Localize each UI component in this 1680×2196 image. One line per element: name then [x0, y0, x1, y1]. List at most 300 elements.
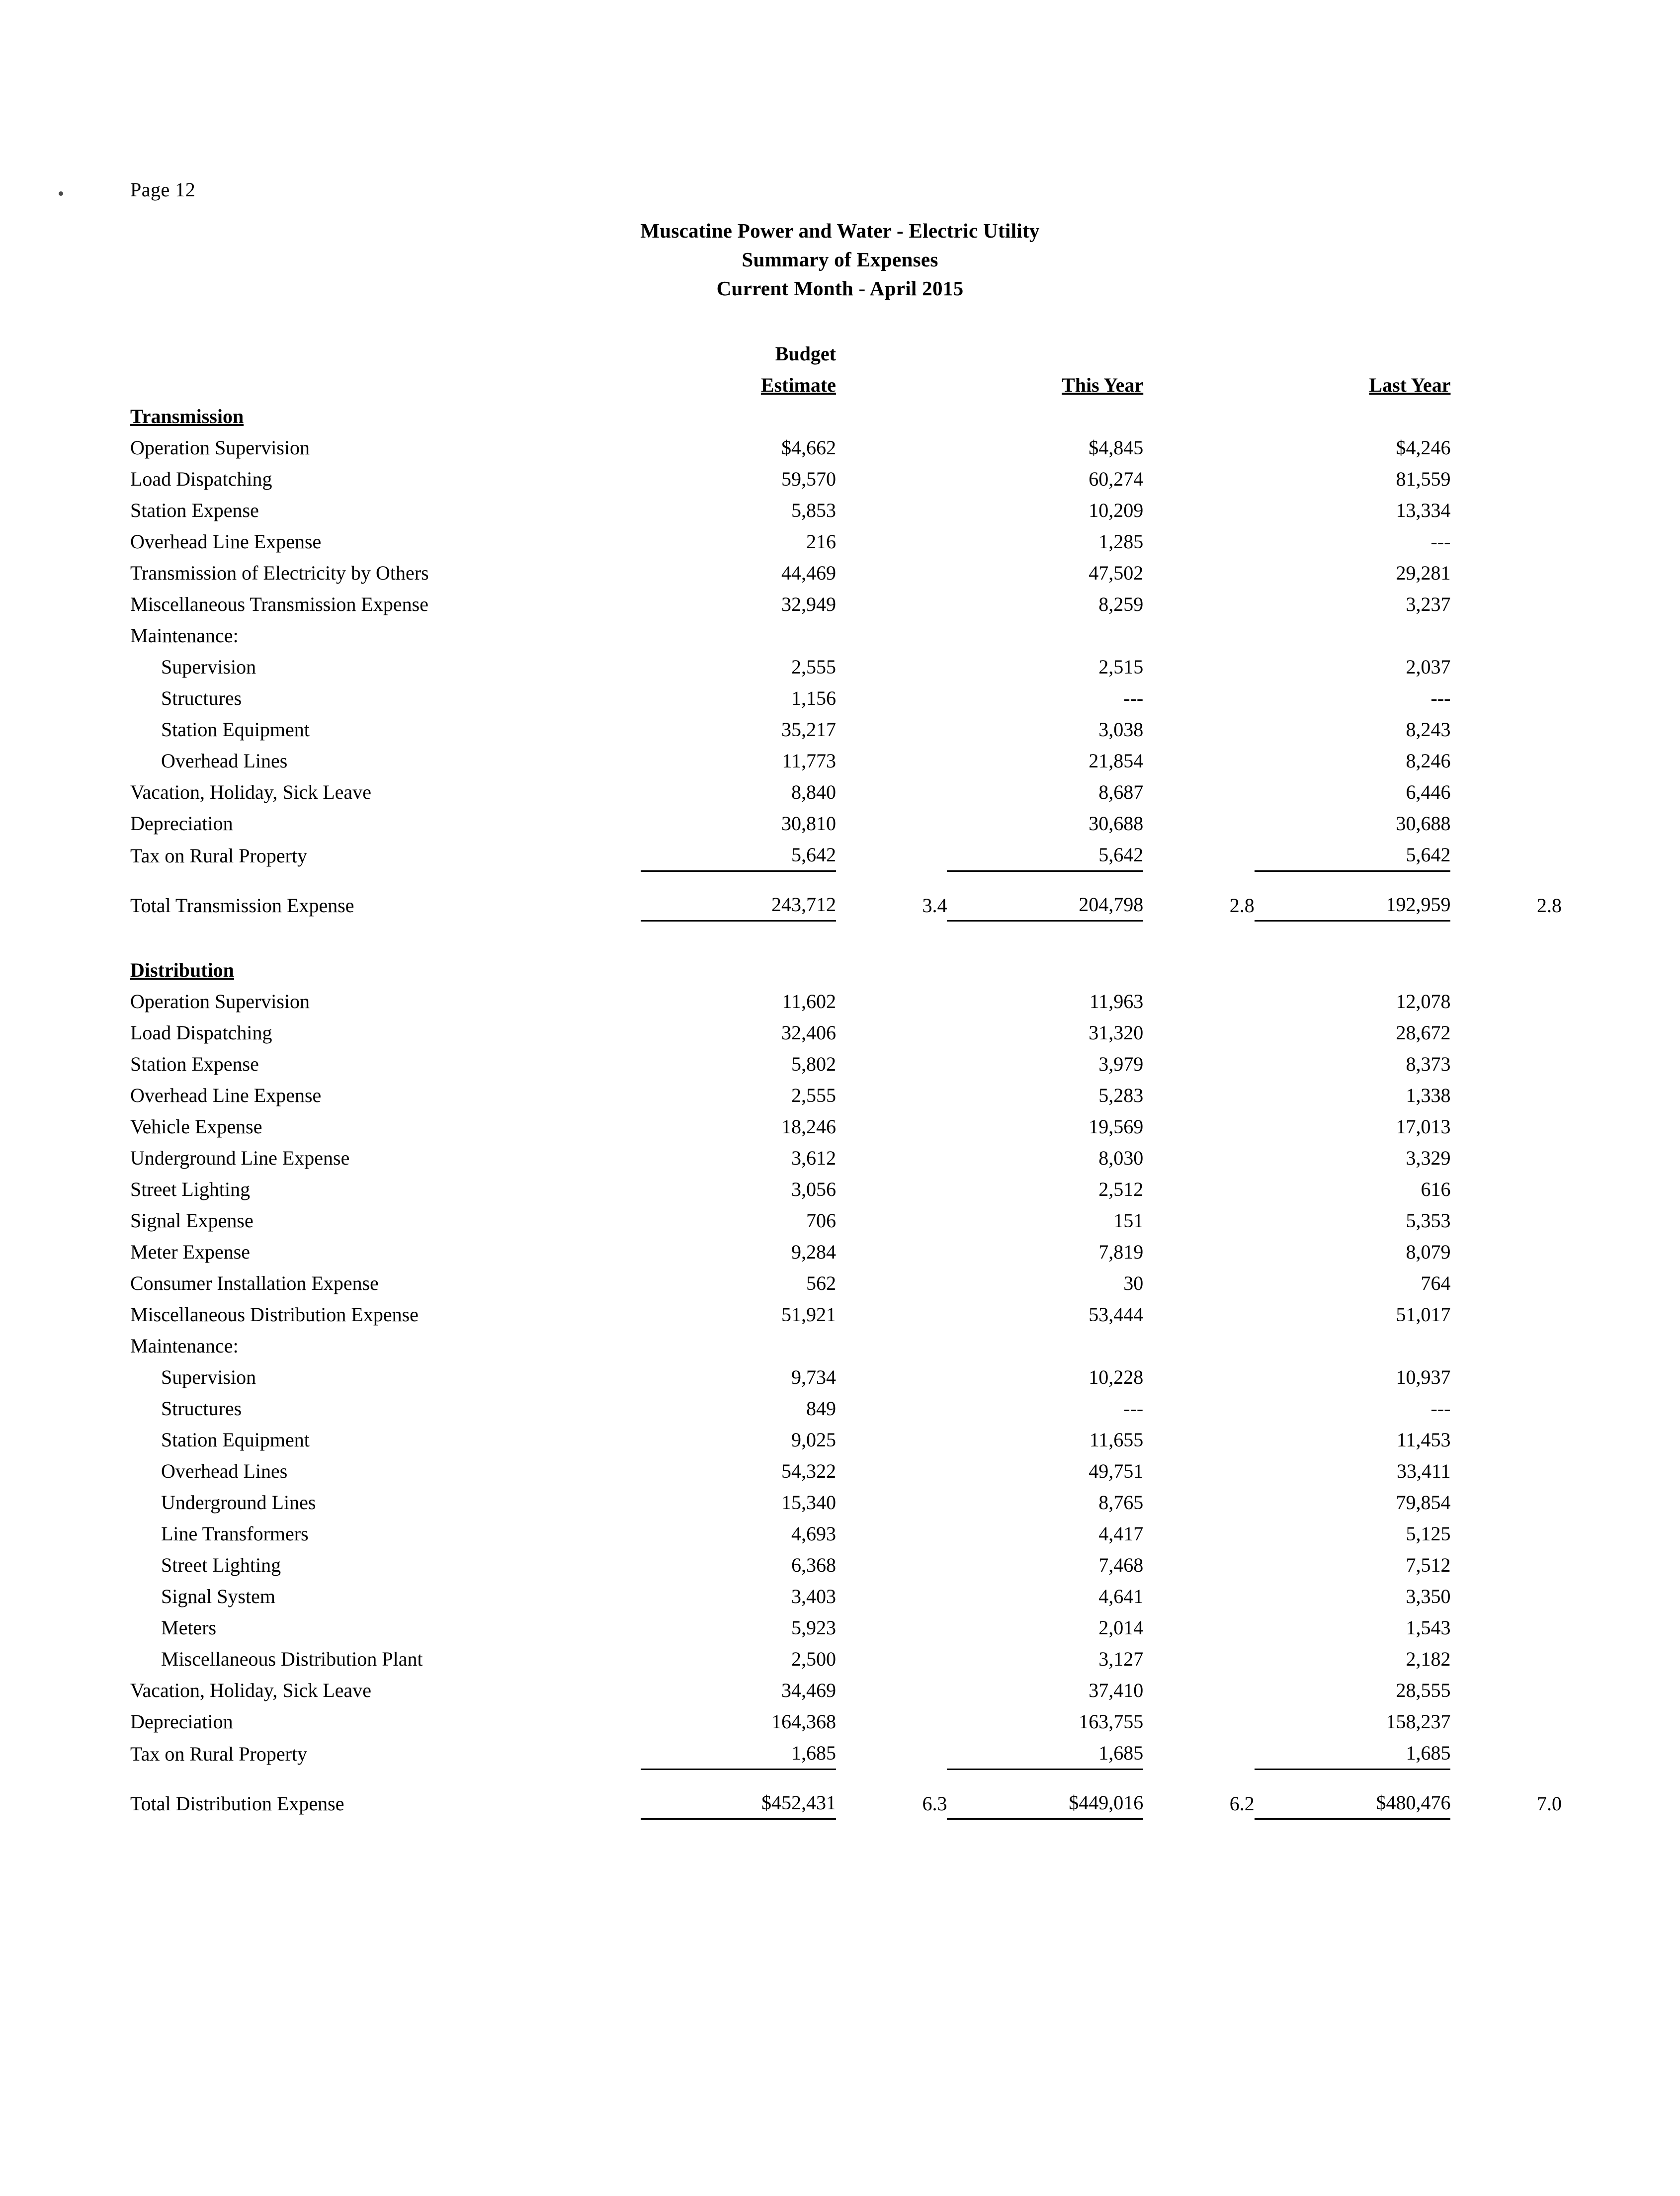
row-this-year: [947, 1330, 1143, 1361]
row-budget-pct: [836, 1174, 947, 1205]
row-this-year: 3,127: [1098, 1648, 1144, 1670]
row-budget-estimate: [641, 1330, 836, 1361]
row-label: Miscellaneous Transmission Expense: [130, 593, 428, 615]
row-last-year-pct: [1450, 463, 1562, 495]
row-last-year-pct: [1450, 526, 1562, 557]
row-label: Vacation, Holiday, Sick Leave: [130, 781, 372, 803]
row-last-year: 158,237: [1386, 1710, 1451, 1733]
spacer-cell: [1255, 921, 1451, 955]
row-budget-estimate: 34,469: [781, 1679, 836, 1701]
row-last-year: 8,079: [1406, 1241, 1451, 1263]
row-last-year: 13,334: [1396, 499, 1451, 521]
row-budget-estimate: 9,734: [791, 1366, 836, 1388]
row-budget-estimate: 2,500: [791, 1648, 836, 1670]
row-budget-pct: [836, 682, 947, 714]
row-label: Overhead Lines: [161, 1460, 288, 1482]
row-this-year-pct: [1143, 495, 1255, 526]
spacer-cell: [836, 921, 947, 955]
section-header-row: [130, 954, 1562, 986]
row-label: Miscellaneous Distribution Expense: [130, 1303, 419, 1326]
row-budget-estimate: 4,693: [791, 1522, 836, 1545]
row-last-year-pct: [1450, 1643, 1562, 1675]
row-last-year: ---: [1430, 1397, 1451, 1420]
row-last-year: 1,543: [1406, 1616, 1451, 1639]
row-last-year: 1,338: [1406, 1084, 1451, 1106]
row-last-year-pct: [1450, 808, 1562, 839]
row-budget-pct: [836, 1205, 947, 1236]
row-this-year: 4,417: [1098, 1522, 1144, 1545]
row-last-year-pct: [1450, 1581, 1562, 1612]
row-label: Maintenance:: [130, 1335, 239, 1357]
row-this-year: 53,444: [1089, 1303, 1144, 1326]
row-this-year: 10,228: [1089, 1366, 1144, 1388]
row-last-year: 764: [1421, 1272, 1451, 1294]
table-row: [130, 1111, 1562, 1142]
row-last-year: 1,685: [1255, 1737, 1451, 1770]
table-row: [130, 776, 1562, 808]
row-last-year-pct: [1450, 1236, 1562, 1267]
row-last-year-pct: [1450, 986, 1562, 1017]
header-this-year: This Year: [1062, 374, 1144, 396]
row-this-year: 3,979: [1098, 1053, 1144, 1075]
row-label: Station Equipment: [161, 1429, 310, 1451]
section-header-blank-5: [1255, 401, 1451, 432]
row-this-year: 30,688: [1089, 812, 1144, 835]
row-budget-estimate: 5,642: [641, 839, 836, 871]
row-this-year: 8,687: [1098, 781, 1144, 803]
row-this-year: 1,685: [947, 1737, 1143, 1770]
table-row: [130, 463, 1562, 495]
row-label: Load Dispatching: [130, 1021, 272, 1044]
row-this-year-pct: [1143, 1487, 1255, 1518]
row-budget-pct: [836, 651, 947, 682]
row-last-year-pct: [1450, 1267, 1562, 1299]
row-budget-pct: [836, 1361, 947, 1393]
row-budget-pct: [836, 776, 947, 808]
row-last-year-pct: [1450, 1048, 1562, 1080]
table-row: [130, 1299, 1562, 1330]
row-budget-estimate: 3,612: [791, 1147, 836, 1169]
row-budget-estimate: 8,840: [791, 781, 836, 803]
spacer-cell: [641, 921, 836, 955]
row-budget-pct: [836, 1424, 947, 1455]
row-this-year-pct: [1143, 1174, 1255, 1205]
row-this-year: ---: [1123, 687, 1144, 709]
row-this-year: 8,765: [1098, 1491, 1144, 1514]
row-budget-pct: [836, 839, 947, 871]
row-label: Depreciation: [130, 812, 233, 835]
row-label: Consumer Installation Expense: [130, 1272, 379, 1294]
header-spacer-thisyear-top: [947, 338, 1143, 369]
row-budget-estimate: 32,949: [781, 593, 836, 615]
row-last-year: 2,182: [1406, 1648, 1451, 1670]
row-this-year-pct: [1143, 1549, 1255, 1581]
row-last-year-pct: [1450, 651, 1562, 682]
header-spacer-pct4: [836, 369, 947, 401]
row-this-year-pct: [1143, 1581, 1255, 1612]
section-header-blank-1: [641, 954, 836, 986]
title-line-3: Current Month - April 2015: [716, 277, 964, 300]
row-label: Maintenance:: [130, 624, 239, 647]
row-label: Structures: [161, 687, 242, 709]
row-this-year-pct: [1143, 1455, 1255, 1487]
row-budget-estimate: 15,340: [781, 1491, 836, 1514]
row-label: Miscellaneous Distribution Plant: [161, 1648, 423, 1670]
row-this-year: 47,502: [1089, 562, 1144, 584]
row-label: Overhead Lines: [161, 750, 288, 772]
row-this-year-pct: [1143, 1017, 1255, 1048]
row-budget-pct: [836, 1267, 947, 1299]
section-header-blank-4: [1143, 401, 1255, 432]
row-this-year-pct: [1143, 1612, 1255, 1643]
row-last-year: 81,559: [1396, 468, 1451, 490]
total-row: [130, 889, 1562, 921]
row-budget-estimate: 11,602: [782, 990, 836, 1013]
row-this-year-pct: [1143, 682, 1255, 714]
row-last-year: 8,246: [1406, 750, 1451, 772]
row-label: Underground Lines: [161, 1491, 316, 1514]
table-row: [130, 620, 1562, 651]
total-this-year: 204,798: [947, 889, 1143, 921]
row-last-year: 616: [1421, 1178, 1451, 1200]
row-this-year: 19,569: [1089, 1115, 1144, 1138]
row-budget-estimate: 5,853: [791, 499, 836, 521]
row-budget-estimate: 9,025: [791, 1429, 836, 1451]
header-last-year: Last Year: [1369, 374, 1451, 396]
row-last-year-pct: [1450, 776, 1562, 808]
total-this-year-pct: 2.8: [1229, 894, 1255, 917]
row-last-year-pct: [1450, 1393, 1562, 1424]
total-budget-pct: 6.3: [922, 1792, 947, 1815]
table-row: [130, 1048, 1562, 1080]
spacer-cell: [1143, 921, 1255, 955]
document-title: [0, 216, 1680, 303]
section-header-blank-3: [947, 401, 1143, 432]
row-this-year: 8,259: [1098, 593, 1144, 615]
total-last-year: $480,476: [1255, 1787, 1451, 1819]
row-this-year: 8,030: [1098, 1147, 1144, 1169]
row-budget-pct: [836, 1737, 947, 1770]
row-last-year: 79,854: [1396, 1491, 1451, 1514]
row-budget-estimate: 32,406: [781, 1021, 836, 1044]
row-last-year: [1255, 620, 1451, 651]
spacer-cell: [836, 1770, 947, 1787]
row-label: Operation Supervision: [130, 436, 310, 459]
table-row: [130, 1267, 1562, 1299]
section-header-blank-2: [836, 954, 947, 986]
table-row: [130, 495, 1562, 526]
row-budget-pct: [836, 557, 947, 589]
table-row: [130, 1675, 1562, 1706]
spacer-cell: [130, 871, 641, 889]
row-label: Operation Supervision: [130, 990, 310, 1013]
row-this-year-pct: [1143, 1111, 1255, 1142]
row-budget-estimate: 706: [806, 1209, 836, 1232]
row-last-year: 30,688: [1396, 812, 1451, 835]
row-this-year-pct: [1143, 557, 1255, 589]
spacer-cell: [947, 921, 1143, 955]
row-this-year: 2,014: [1098, 1616, 1144, 1639]
row-this-year: 60,274: [1089, 468, 1144, 490]
row-budget-pct: [836, 620, 947, 651]
row-last-year-pct: [1450, 557, 1562, 589]
row-this-year: 7,819: [1098, 1241, 1144, 1263]
row-label: Depreciation: [130, 1710, 233, 1733]
section-header-blank-4: [1143, 954, 1255, 986]
spacer-cell: [1450, 921, 1562, 955]
row-label: Structures: [161, 1397, 242, 1420]
total-last-year-pct: 2.8: [1537, 894, 1562, 917]
spacer-cell: [836, 871, 947, 889]
section-header-blank-2: [836, 401, 947, 432]
header-budget-top: Budget: [775, 342, 836, 365]
row-last-year: [1255, 1330, 1451, 1361]
row-this-year-pct: [1143, 651, 1255, 682]
row-this-year: 37,410: [1089, 1679, 1144, 1701]
row-last-year-pct: [1450, 1455, 1562, 1487]
row-budget-estimate: 849: [806, 1397, 836, 1420]
column-header-row-bottom: [130, 369, 1562, 401]
row-last-year: 8,373: [1406, 1053, 1451, 1075]
row-budget-estimate: 18,246: [781, 1115, 836, 1138]
section-header-row: [130, 401, 1562, 432]
spacer-cell: [1143, 871, 1255, 889]
row-last-year: 5,125: [1406, 1522, 1451, 1545]
row-this-year-pct: [1143, 589, 1255, 620]
section-header-transmission: Transmission: [130, 405, 244, 427]
row-this-year-pct: [1143, 1048, 1255, 1080]
table-row: [130, 1549, 1562, 1581]
row-last-year: 8,243: [1406, 718, 1451, 741]
table-row: [130, 651, 1562, 682]
spacer-cell: [1255, 871, 1451, 889]
row-last-year: 12,078: [1396, 990, 1451, 1013]
spacer-cell: [1450, 871, 1562, 889]
row-label: Line Transformers: [161, 1522, 309, 1545]
row-last-year-pct: [1450, 1361, 1562, 1393]
row-budget-pct: [836, 1236, 947, 1267]
row-budget-pct: [836, 986, 947, 1017]
row-budget-pct: [836, 1142, 947, 1174]
row-last-year-pct: [1450, 1174, 1562, 1205]
row-last-year: 29,281: [1396, 562, 1451, 584]
row-budget-pct: [836, 495, 947, 526]
spacer-cell: [130, 1770, 641, 1787]
total-last-year-pct: 7.0: [1537, 1792, 1562, 1815]
table-row: [130, 432, 1562, 463]
expense-table-body: [130, 338, 1562, 1819]
row-label: Station Expense: [130, 499, 259, 521]
row-this-year-pct: [1143, 986, 1255, 1017]
table-row: [130, 589, 1562, 620]
row-budget-pct: [836, 1017, 947, 1048]
row-last-year-pct: [1450, 495, 1562, 526]
row-budget-pct: [836, 1549, 947, 1581]
total-label: Total Distribution Expense: [130, 1792, 344, 1815]
row-this-year-pct: [1143, 432, 1255, 463]
row-budget-estimate: 3,056: [791, 1178, 836, 1200]
row-budget-pct: [836, 808, 947, 839]
total-label: Total Transmission Expense: [130, 894, 354, 917]
table-row: [130, 682, 1562, 714]
row-label: Tax on Rural Property: [130, 844, 308, 867]
row-budget-estimate: $4,662: [781, 436, 836, 459]
row-budget-pct: [836, 1330, 947, 1361]
row-this-year-pct: [1143, 1236, 1255, 1267]
row-label: Overhead Line Expense: [130, 530, 322, 553]
scan-artifact-speck: [59, 191, 63, 196]
row-budget-estimate: 51,921: [781, 1303, 836, 1326]
row-last-year: 10,937: [1396, 1366, 1451, 1388]
row-label: Underground Line Expense: [130, 1147, 350, 1169]
row-last-year-pct: [1450, 1111, 1562, 1142]
row-this-year: 5,283: [1098, 1084, 1144, 1106]
row-label: Vacation, Holiday, Sick Leave: [130, 1679, 372, 1701]
row-this-year-pct: [1143, 839, 1255, 871]
title-line-1: Muscatine Power and Water - Electric Utility: [640, 219, 1040, 242]
section-header-blank-6: [1450, 954, 1562, 986]
row-last-year: 28,672: [1396, 1021, 1451, 1044]
row-budget-estimate: 44,469: [781, 562, 836, 584]
row-label: Street Lighting: [130, 1178, 251, 1200]
row-last-year-pct: [1450, 1612, 1562, 1643]
row-last-year: 17,013: [1396, 1115, 1451, 1138]
table-row: [130, 557, 1562, 589]
row-last-year: 5,353: [1406, 1209, 1451, 1232]
row-budget-estimate: 164,368: [771, 1710, 836, 1733]
row-this-year: 21,854: [1089, 750, 1144, 772]
row-label: Station Equipment: [161, 718, 310, 741]
row-label: Signal Expense: [130, 1209, 253, 1232]
row-budget-pct: [836, 1299, 947, 1330]
row-budget-estimate: 1,685: [641, 1737, 836, 1770]
row-label: Tax on Rural Property: [130, 1742, 308, 1765]
row-budget-pct: [836, 1487, 947, 1518]
row-label: Meters: [161, 1616, 217, 1639]
table-row: [130, 1424, 1562, 1455]
spacer-cell: [130, 921, 641, 955]
row-this-year-pct: [1143, 714, 1255, 745]
table-row: [130, 714, 1562, 745]
table-row: [130, 1142, 1562, 1174]
row-this-year: 5,642: [947, 839, 1143, 871]
row-budget-estimate: [641, 620, 836, 651]
row-last-year-pct: [1450, 1424, 1562, 1455]
header-spacer-pct1: [836, 338, 947, 369]
row-this-year-pct: [1143, 1142, 1255, 1174]
row-this-year-pct: [1143, 1643, 1255, 1675]
row-last-year-pct: [1450, 839, 1562, 871]
row-this-year: 2,515: [1098, 656, 1144, 678]
row-budget-pct: [836, 1393, 947, 1424]
row-last-year-pct: [1450, 1675, 1562, 1706]
row-budget-estimate: 3,403: [791, 1585, 836, 1607]
row-budget-pct: [836, 1612, 947, 1643]
row-label: Transmission of Electricity by Others: [130, 562, 429, 584]
row-last-year-pct: [1450, 1518, 1562, 1549]
row-last-year: ---: [1430, 687, 1451, 709]
header-spacer-left: [130, 338, 641, 369]
row-this-year: 4,641: [1098, 1585, 1144, 1607]
row-this-year: 10,209: [1089, 499, 1144, 521]
row-this-year: 1,285: [1098, 530, 1144, 553]
header-spacer-pct5: [1143, 369, 1255, 401]
row-this-year-pct: [1143, 745, 1255, 776]
row-last-year: 3,237: [1406, 593, 1451, 615]
total-this-year: $449,016: [947, 1787, 1143, 1819]
row-budget-estimate: 9,284: [791, 1241, 836, 1263]
table-row: [130, 1174, 1562, 1205]
row-budget-estimate: 11,773: [782, 750, 836, 772]
row-last-year-pct: [1450, 1330, 1562, 1361]
total-budget-pct: 3.4: [922, 894, 947, 917]
title-line-2: Summary of Expenses: [742, 248, 938, 271]
row-budget-pct: [836, 714, 947, 745]
row-last-year: 11,453: [1396, 1429, 1451, 1451]
row-last-year: 3,350: [1406, 1585, 1451, 1607]
row-this-year-pct: [1143, 620, 1255, 651]
row-budget-estimate: 35,217: [781, 718, 836, 741]
row-this-year: 49,751: [1089, 1460, 1144, 1482]
row-last-year-pct: [1450, 745, 1562, 776]
row-this-year-pct: [1143, 1675, 1255, 1706]
table-row: [130, 1330, 1562, 1361]
row-label: Vehicle Expense: [130, 1115, 262, 1138]
row-last-year-pct: [1450, 620, 1562, 651]
expense-table-container: [130, 338, 1562, 1820]
table-row: [130, 1236, 1562, 1267]
row-budget-pct: [836, 1643, 947, 1675]
row-budget-pct: [836, 589, 947, 620]
row-budget-estimate: 562: [806, 1272, 836, 1294]
row-last-year: 51,017: [1396, 1303, 1451, 1326]
row-budget-pct: [836, 1581, 947, 1612]
total-budget-estimate: 243,712: [641, 889, 836, 921]
header-spacer-pct3: [1450, 338, 1562, 369]
row-this-year: 31,320: [1089, 1021, 1144, 1044]
row-label: Supervision: [161, 1366, 256, 1388]
row-this-year-pct: [1143, 1267, 1255, 1299]
table-row: [130, 986, 1562, 1017]
table-row: [130, 1393, 1562, 1424]
row-this-year-pct: [1143, 808, 1255, 839]
table-row: [130, 1080, 1562, 1111]
table-row: [130, 808, 1562, 839]
header-spacer-pct2: [1143, 338, 1255, 369]
row-label: Meter Expense: [130, 1241, 251, 1263]
row-budget-pct: [836, 1455, 947, 1487]
table-row: [130, 526, 1562, 557]
page-number: Page 12: [130, 178, 196, 201]
row-budget-pct: [836, 1080, 947, 1111]
row-budget-estimate: 2,555: [791, 656, 836, 678]
row-this-year-pct: [1143, 1361, 1255, 1393]
table-row: [130, 1017, 1562, 1048]
row-budget-pct: [836, 432, 947, 463]
row-last-year: 33,411: [1396, 1460, 1451, 1482]
expense-table: [130, 338, 1562, 1820]
table-row: [130, 1612, 1562, 1643]
header-spacer-pct6: [1450, 369, 1562, 401]
row-this-year-pct: [1143, 776, 1255, 808]
row-last-year-pct: [1450, 714, 1562, 745]
row-budget-estimate: 59,570: [781, 468, 836, 490]
table-row: [130, 1487, 1562, 1518]
section-header-blank-1: [641, 401, 836, 432]
table-row: [130, 1737, 1562, 1770]
total-this-year-pct: 6.2: [1229, 1792, 1255, 1815]
column-header-row-top: [130, 338, 1562, 369]
